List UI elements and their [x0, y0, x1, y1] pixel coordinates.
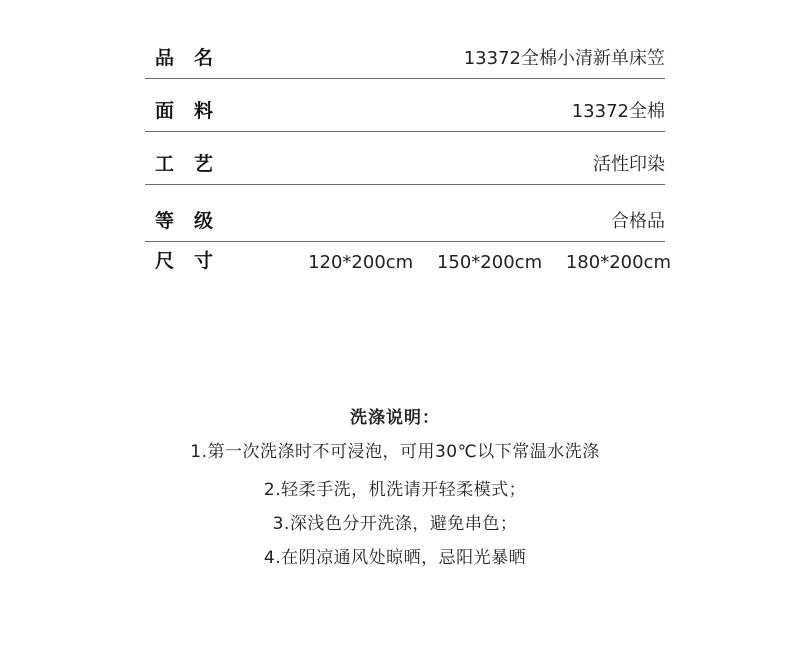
spec-value-fabric: 13372全棉: [571, 101, 665, 122]
spec-value-craft: 活性印染: [593, 154, 665, 175]
spec-value-grade: 合格品: [611, 211, 665, 232]
care-item-2: 2.轻柔手洗，机洗请开轻柔模式；: [263, 480, 527, 500]
spec-label-size: 尺寸: [155, 250, 234, 272]
spec-value-name: 13372全棉小清新单床笠: [463, 48, 665, 69]
spec-row-craft: [145, 131, 665, 185]
spec-row-fabric: [145, 78, 665, 132]
size-option-180: 180*200cm: [565, 252, 671, 273]
size-option-120: 120*200cm: [308, 252, 414, 273]
care-item-3: 3.深浅色分开洗涤，避免串色；: [272, 514, 518, 534]
spec-row-name: [145, 40, 665, 79]
care-title: 洗涤说明：: [350, 408, 440, 428]
spec-label-fabric: 面料: [155, 100, 234, 122]
spec-row-size: [145, 241, 671, 281]
care-item-4: 4.在阴凉通风处晾晒，忌阳光暴晒: [263, 548, 527, 568]
size-option-150: 150*200cm: [436, 252, 543, 273]
spec-row-grade: [145, 184, 665, 242]
spec-label-name: 品名: [155, 47, 234, 69]
spec-label-craft: 工艺: [155, 153, 234, 175]
spec-value-sizes: [290, 252, 671, 273]
spec-label-grade: 等级: [155, 210, 234, 232]
care-item-1: 1.第一次洗涤时不可浸泡，可用30℃以下常温水洗涤: [190, 442, 600, 462]
